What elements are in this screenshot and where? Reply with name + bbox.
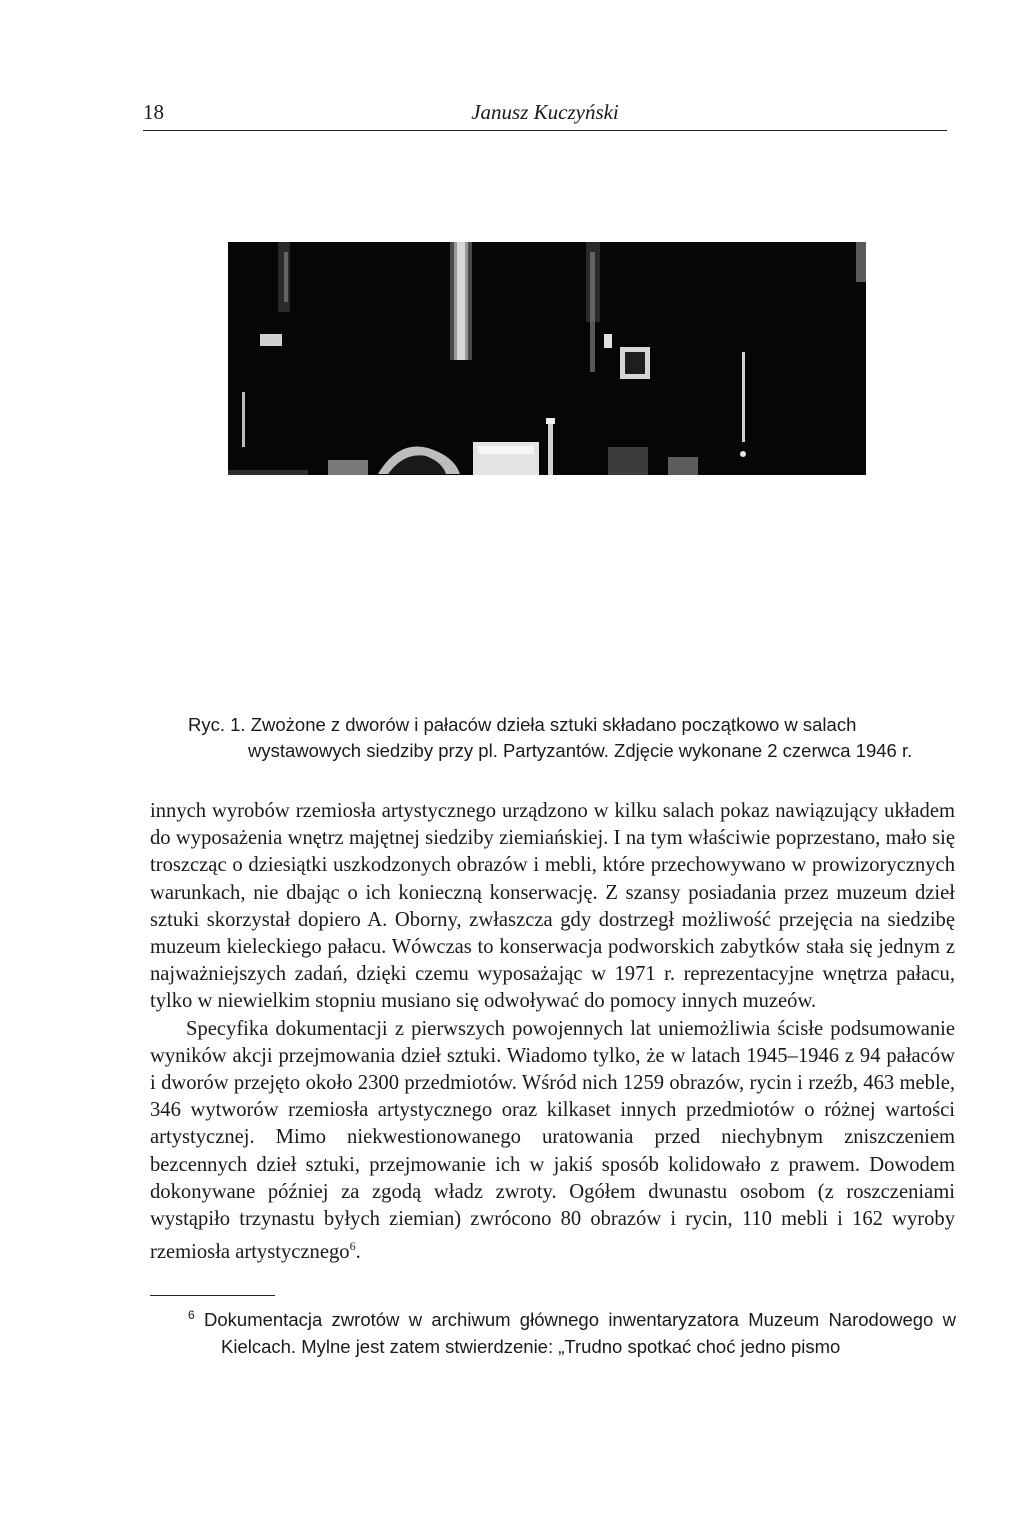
archival-photograph [228, 242, 866, 475]
main-text [150, 798, 955, 1266]
footnote-marker: 6 [188, 1308, 195, 1322]
photo-image [228, 242, 866, 475]
footnote-text: Dokumentacja zwrotów w archiwum głównego inwentaryzatora Muzeum Narodowego w Kielcach. Mylne jest zatem stwierdzenie: „Trudno spotkać choć jedno pismo [204, 1309, 956, 1358]
running-head: Janusz Kuczyński [471, 100, 619, 124]
paragraph [150, 1016, 955, 1267]
paragraph: innych wyrobów rzemiosła artystycznego urządzono w kilku salach pokaz nawiązujący układem do wyposażenia wnętrz majętnej siedziby ziemiańskiej. I na tym właściwie poprzestano, mało się troszcząc o dziesiątki uszkodzonych obrazów i mebli, które przechowywano w prowizorycznych warunkach, nie dbając o ich konieczną konserwację. Z szansy posiadania przez muzeum dzieł sztuki skorzystał dopiero A. Oborny, zwłaszcza gdy dostrzegł możliwość przejęcia na siedzibę muzeum kieleckiego pałacu. Wówczas to konserwacja podworskich zabytków stała się jednym z najważniejszych zadań, dzięki czemu wyposażając w 1971 r. reprezentacyjne wnętrza pałacu, tylko w niewielkim stopniu musiano się odwoływać do pomocy innych muzeów. [150, 800, 955, 1013]
caption-text: Ryc. 1. Zwożone z dworów i pałaców dzieła sztuki składano początkowo w salach wystawowych siedziby przy pl. Partyzantów. Zdjęcie wykonane 2 czerwca 1946 r. [188, 714, 913, 761]
footnote [188, 1302, 956, 1360]
page-header [143, 100, 947, 131]
page-number: 18 [143, 100, 164, 124]
paragraph-end-punctuation: . [355, 1241, 361, 1264]
figure-caption [188, 712, 958, 764]
paragraph-text: Specyfika dokumentacji z pierwszych powojennych lat uniemożliwia ścisłe podsumowanie wyników akcji przejmowania dzieł sztuki. Wiadomo tylko, że w latach 1945–1946 z 94 pałaców i dworów przejęto około 2300 przedmiotów. Wśród nich 1259 obrazów, rycin i rzeźb, 463 meble, 346 wytworów rzemiosła artystycznego oraz kilkaset innych przedmiotów o różnej wartości artystycznej. Mimo niekwestionowanego uratowania przed niechybnym zniszczeniem bezcennych dzieł sztuki, przejmowanie ich w jakiś sposób kolidowało z prawem. Dowodem dokonywane później za zgodą władz zwroty. Ogółem dwunastu osobom (z roszczeniami wystąpiło trzynastu byłych ziemian) zwrócono 80 obrazów i rycin, 110 mebli i 162 wyroby rzemiosła artystycznego [150, 1017, 955, 1264]
footnote-reference[interactable]: 6 [349, 1239, 356, 1254]
footnote-separator [150, 1295, 275, 1296]
